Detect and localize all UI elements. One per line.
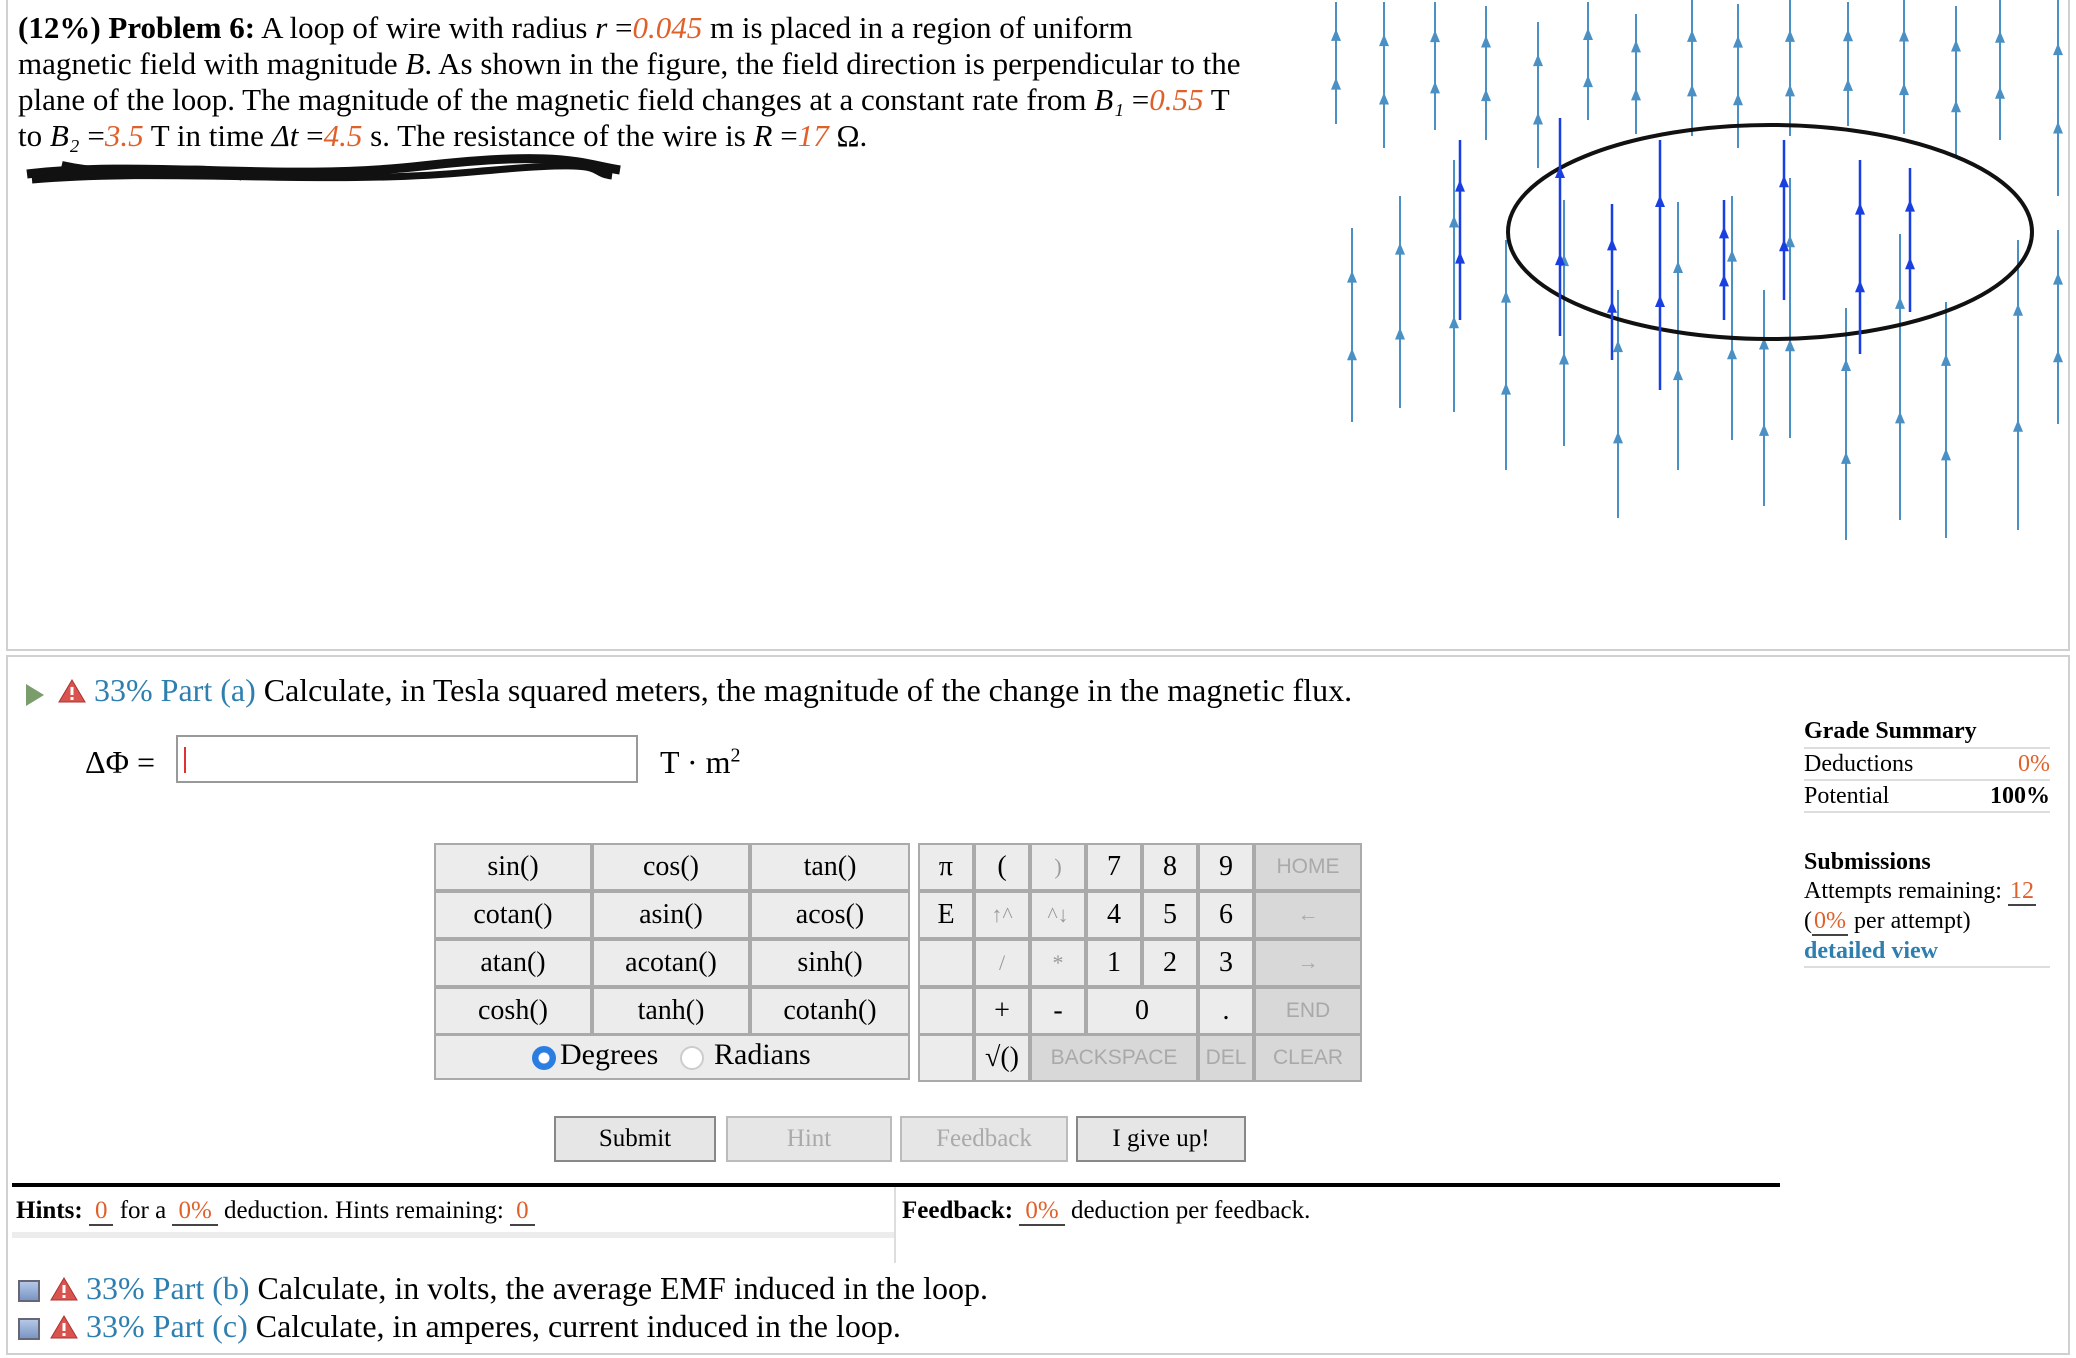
field-line-arrow (1843, 2, 1853, 126)
key-minus[interactable]: - (1030, 987, 1086, 1035)
key-asin[interactable]: asin() (592, 891, 750, 939)
part-a-label: Part (a) (160, 672, 256, 708)
key-backspace[interactable]: BACKSPACE (1030, 1034, 1198, 1082)
key-cos[interactable]: cos() (592, 843, 750, 891)
b1-value: 0.55 (1149, 82, 1204, 117)
part-b-header[interactable] (18, 1270, 988, 1307)
field-line-arrow (1951, 6, 1961, 158)
key-1[interactable]: 1 (1086, 939, 1142, 987)
key-cosh[interactable]: cosh() (434, 987, 592, 1035)
problem-statement (18, 10, 1308, 154)
key-blank-2[interactable] (918, 987, 974, 1035)
key-close-paren[interactable]: ) (1030, 843, 1086, 891)
dt-symbol: Δt (271, 118, 299, 153)
field-line-arrow (1785, 178, 1795, 438)
feedback-text (902, 1197, 1310, 1225)
field-line-arrow (1631, 14, 1641, 134)
feedback-rest: deduction per feedback. (1064, 1197, 1311, 1224)
resistance-symbol: R (753, 118, 773, 153)
problem-text-4: to (18, 118, 50, 153)
field-line-arrow (1449, 160, 1459, 412)
deductions-row (1804, 749, 2050, 781)
per-attempt-pct: 0% (1814, 908, 1846, 934)
part-c-percent: 33% (86, 1308, 145, 1344)
b2-value: 3.5 (104, 118, 144, 153)
part-b-question: Calculate, in volts, the average EMF induced in the loop. (257, 1270, 988, 1306)
problem-text-1: A loop of wire with radius (261, 10, 596, 45)
key-9[interactable]: 9 (1198, 843, 1254, 891)
warning-icon (58, 678, 86, 704)
field-line-arrow-inside-loop (1607, 204, 1617, 360)
key-3[interactable]: 3 (1198, 939, 1254, 987)
key-cotanh[interactable]: cotanh() (750, 987, 910, 1035)
key-home[interactable]: HOME (1254, 843, 1362, 891)
warning-icon (50, 1276, 78, 1302)
field-line-arrow (1687, 0, 1697, 136)
angle-mode-row (434, 1034, 910, 1080)
key-7[interactable]: 7 (1086, 843, 1142, 891)
field-line-arrow (1995, 0, 2005, 140)
submissions-info (1804, 876, 2050, 968)
radians-label: Radians (714, 1038, 811, 1071)
problem-text-1b: m is placed in a region of uniform (702, 10, 1133, 45)
eq: = (1124, 82, 1150, 117)
field-line-arrow (1583, 2, 1593, 120)
key-cotan[interactable]: cotan() (434, 891, 592, 939)
deductions-label: Deductions (1804, 751, 1914, 777)
problem-text-2b: . As shown in the figure, the field direction is perpendicular to the (424, 46, 1241, 81)
potential-row (1804, 781, 2050, 813)
key-5[interactable]: 5 (1142, 891, 1198, 939)
field-line-arrow-inside-loop (1779, 140, 1789, 300)
problem-title: Problem 6: (108, 10, 256, 45)
key-divide[interactable]: / (974, 939, 1030, 987)
grade-title: Grade Summary (1804, 718, 2050, 749)
key-6[interactable]: 6 (1198, 891, 1254, 939)
field-line-arrow (1501, 240, 1511, 470)
key-multiply[interactable]: * (1030, 939, 1086, 987)
key-sin[interactable]: sin() (434, 843, 592, 891)
unit-text: T · m (660, 744, 731, 780)
problem-weight: (12%) (18, 10, 101, 45)
potential-value: 100% (1990, 783, 2050, 809)
radians-radio[interactable] (680, 1046, 704, 1070)
magnetic-field-figure (1300, 0, 2076, 560)
key-tan[interactable]: tan() (750, 843, 910, 891)
problem-text-4d: Ω. (828, 118, 868, 153)
field-line-arrow (1727, 196, 1737, 440)
key-4[interactable]: 4 (1086, 891, 1142, 939)
key-left-arrow[interactable]: ← (1254, 891, 1362, 939)
key-atan[interactable]: atan() (434, 939, 592, 987)
part-b-label: Part (b) (152, 1270, 250, 1306)
feedback-button[interactable]: Feedback (900, 1116, 1068, 1162)
key-clear[interactable]: CLEAR (1254, 1034, 1362, 1082)
bar-divider (894, 1187, 896, 1263)
field-line-arrow (1533, 22, 1543, 168)
key-right-arrow[interactable]: → (1254, 939, 1362, 987)
key-sqrt[interactable]: √() (974, 1034, 1030, 1082)
degrees-label: Degrees (560, 1038, 659, 1071)
field-line-arrow-inside-loop (1855, 160, 1865, 354)
eq: = (772, 118, 798, 153)
hints-count: 0 (89, 1197, 114, 1226)
key-up-caret[interactable]: ↑^ (974, 891, 1030, 939)
dt-value: 4.5 (323, 118, 363, 153)
submissions-title: Submissions (1804, 849, 1931, 875)
feedback-label: Feedback: (902, 1197, 1014, 1224)
key-e[interactable]: E (918, 891, 974, 939)
warning-icon (50, 1314, 78, 1340)
give-up-button[interactable]: I give up! (1076, 1116, 1246, 1162)
eq: = (79, 118, 105, 153)
field-line-arrow-inside-loop (1905, 168, 1915, 312)
degrees-radio[interactable] (532, 1046, 556, 1070)
b1-symbol: B₁ (1094, 82, 1125, 117)
submit-button[interactable]: Submit (554, 1116, 716, 1162)
part-c-label: Part (c) (152, 1308, 248, 1344)
field-line-arrow (1841, 308, 1851, 540)
key-open-paren[interactable]: ( (974, 843, 1030, 891)
part-c-question: Calculate, in amperes, current induced in the loop. (255, 1308, 901, 1344)
hints-for-a: for a (113, 1197, 173, 1224)
field-line-arrow (1895, 234, 1905, 520)
collapse-icon[interactable] (18, 1318, 40, 1340)
key-pi[interactable]: π (918, 843, 974, 891)
field-line-arrow (1347, 228, 1357, 422)
hints-remaining: 0 (510, 1197, 535, 1226)
field-line-arrow (2013, 240, 2023, 530)
feedback-pct: 0% (1019, 1197, 1064, 1226)
problem-text-3: plane of the loop. The magnitude of the magnetic field changes at a constant rate from (18, 82, 1095, 117)
part-a-question: Calculate, in Tesla squared meters, the magnitude of the change in the magnetic flux. (263, 672, 1353, 708)
field-line-arrow-inside-loop (1655, 140, 1665, 390)
eq: = (607, 10, 633, 45)
eq: = (298, 118, 324, 153)
field-line-arrow (1899, 0, 1909, 134)
grade-summary (1804, 718, 2050, 968)
field-line-arrow-inside-loop (1455, 140, 1465, 320)
hints-text (16, 1197, 535, 1225)
radius-value: 0.045 (632, 10, 703, 45)
problem-text-2: magnetic field with magnitude (18, 46, 406, 81)
field-line-arrow-inside-loop (1719, 200, 1729, 320)
play-icon[interactable] (26, 684, 44, 706)
key-acos[interactable]: acos() (750, 891, 910, 939)
problem-text-4b: T in time (143, 118, 272, 153)
field-line-arrow (1430, 2, 1440, 130)
key-blank-3[interactable] (918, 1034, 974, 1082)
key-down-caret[interactable]: ^↓ (1030, 891, 1086, 939)
r-symbol: r (595, 10, 608, 45)
field-line-arrow (1481, 6, 1491, 140)
key-tanh[interactable]: tanh() (592, 987, 750, 1035)
redaction-scribble (22, 152, 622, 192)
attempts-value: 12 (2009, 878, 2034, 904)
key-decimal[interactable]: . (1198, 987, 1254, 1035)
field-line-arrow (1673, 202, 1683, 470)
detailed-view-link[interactable]: detailed view (1804, 938, 1938, 964)
key-blank-1[interactable] (918, 939, 974, 987)
field-line-arrow (1331, 2, 1341, 124)
b-symbol: B (405, 46, 425, 81)
unit-exponent: 2 (730, 744, 741, 767)
hint-button[interactable]: Hint (726, 1116, 892, 1162)
part-a-header (58, 672, 1352, 709)
per-attempt-text: per attempt) (1848, 908, 1971, 934)
hints-feedback-bar (12, 1183, 1780, 1263)
field-line-arrow (2053, 0, 2063, 196)
field-line-arrow (1613, 290, 1623, 518)
collapse-icon[interactable] (18, 1280, 40, 1302)
attempts-label: Attempts remaining: (1804, 878, 2002, 904)
field-line-arrow (1941, 302, 1951, 538)
text-caret (184, 747, 186, 773)
field-line-arrow (1379, 2, 1389, 148)
answer-unit (660, 744, 741, 781)
key-plus[interactable]: + (974, 987, 1030, 1035)
answer-input[interactable] (176, 735, 638, 783)
problem-text-4c: s. The resistance of the wire is (362, 118, 754, 153)
key-0[interactable]: 0 (1086, 987, 1198, 1035)
key-8[interactable]: 8 (1142, 843, 1198, 891)
part-a-percent: 33% (94, 672, 153, 708)
key-del[interactable]: DEL (1198, 1034, 1254, 1082)
hints-label: Hints: (16, 1197, 83, 1224)
hints-rest: deduction. Hints remaining: (217, 1197, 511, 1224)
key-2[interactable]: 2 (1142, 939, 1198, 987)
wire-loop (1508, 125, 2032, 339)
field-line-arrow (1395, 196, 1405, 408)
deductions-value: 0% (2018, 751, 2050, 777)
part-c-header[interactable] (18, 1308, 901, 1345)
per-open: ( (1804, 908, 1812, 934)
hints-pct: 0% (172, 1197, 217, 1226)
key-acotan[interactable]: acotan() (592, 939, 750, 987)
answer-label: ΔΦ = (85, 744, 156, 780)
b2-symbol: B₂ (49, 118, 80, 153)
problem-text-3b: T (1203, 82, 1230, 117)
field-line-arrow (1785, 0, 1795, 136)
potential-label: Potential (1804, 783, 1890, 809)
field-line-arrow (1759, 290, 1769, 506)
hints-underline (12, 1232, 894, 1238)
key-sinh[interactable]: sinh() (750, 939, 910, 987)
key-end[interactable]: END (1254, 987, 1362, 1035)
field-line-arrow (2053, 230, 2063, 424)
resistance-value: 17 (797, 118, 829, 153)
part-b-percent: 33% (86, 1270, 145, 1306)
